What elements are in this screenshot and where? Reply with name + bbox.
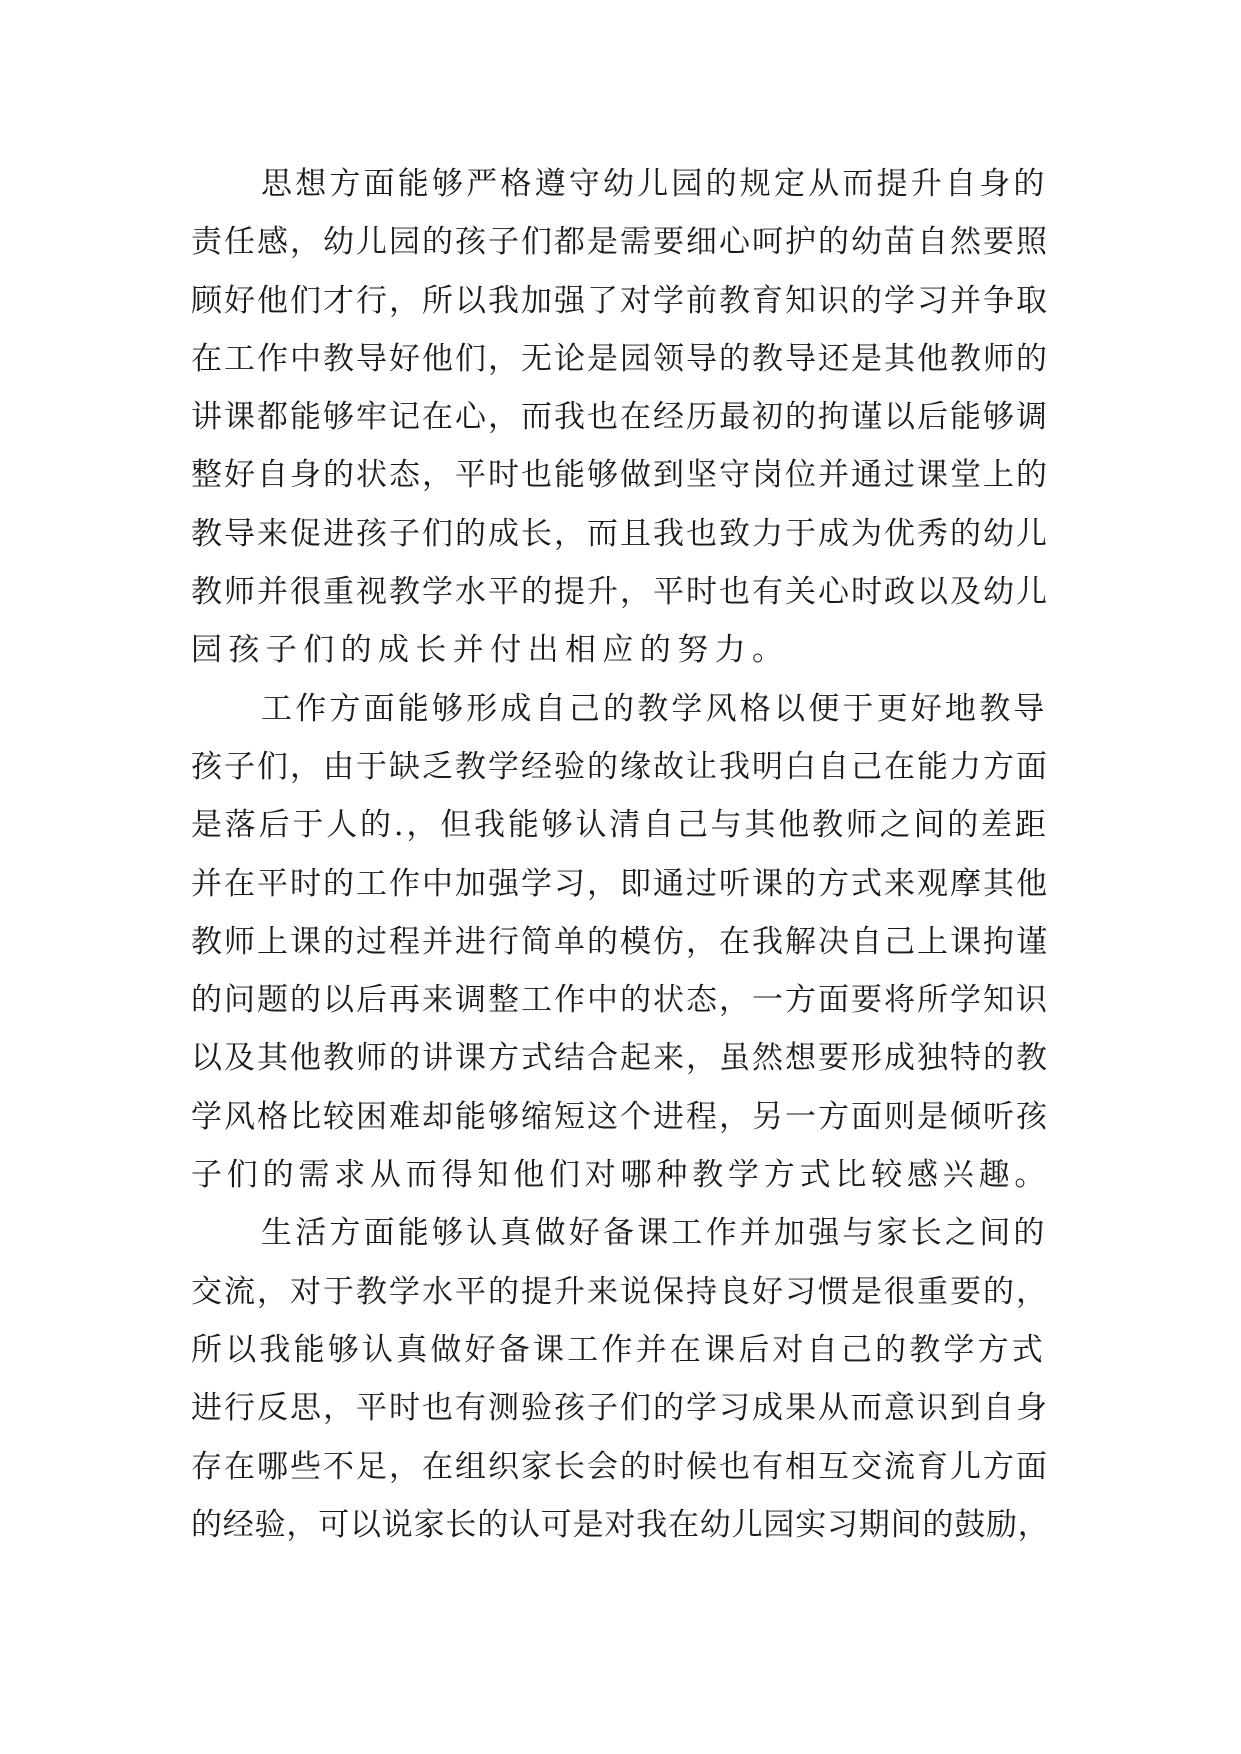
- text-line: 园孩子们的成长并付出相应的努力。: [191, 632, 790, 669]
- text-line: 教导来促进孩子们的成长，而且我也致力于成为优秀的幼儿: [191, 515, 1049, 552]
- text-line: 并在平时的工作中加强学习，即通过听课的方式来观摩其他: [191, 865, 1049, 902]
- text-line: 是落后于人的.，但我能够认清自己与其他教师之间的差距: [191, 807, 1049, 844]
- text-line: 讲课都能够牢记在心，而我也在经历最初的拘谨以后能够调: [191, 399, 1049, 436]
- text-line: 顾好他们才行，所以我加强了对学前教育知识的学习并争取: [191, 282, 1049, 319]
- text-line: 存在哪些不足，在组织家长会的时候也有相互交流育儿方面: [191, 1448, 1049, 1485]
- text-line: 教师并很重视教学水平的提升，平时也有关心时政以及幼儿: [191, 574, 1049, 611]
- text-line: 教师上课的过程并进行简单的模仿，在我解决自己上课拘谨: [191, 923, 1049, 960]
- text-line: 所以我能够认真做好备课工作并在课后对自己的教学方式: [191, 1331, 1046, 1368]
- text-line: 整好自身的状态，平时也能够做到坚守岗位并通过课堂上的: [191, 457, 1049, 494]
- text-line: 在工作中教导好他们，无论是园领导的教导还是其他教师的: [191, 340, 1049, 377]
- text-line: 进行反思，平时也有测验孩子们的学习成果从而意识到自身: [191, 1390, 1049, 1427]
- text-line: 子们的需求从而得知他们对哪种教学方式比较感兴趣。: [191, 1157, 1051, 1194]
- body-text: [191, 155, 1051, 1554]
- text-line: 责任感，幼儿园的孩子们都是需要细心呵护的幼苗自然要照: [191, 224, 1049, 261]
- text-line: 孩子们，由于缺乏教学经验的缘故让我明白自己在能力方面: [191, 748, 1049, 785]
- text-line: 交流，对于教学水平的提升来说保持良好习惯是很重要的，: [191, 1273, 1049, 1310]
- text-line: 的经验，可以说家长的认可是对我在幼儿园实习期间的鼓励，: [191, 1506, 1050, 1543]
- text-line: 思想方面能够严格遵守幼儿园的规定从而提升自身的: [261, 166, 1048, 202]
- text-line: 生活方面能够认真做好备课工作并加强与家长之间的: [261, 1215, 1048, 1252]
- text-line: 以及其他教师的讲课方式结合起来，虽然想要形成独特的教: [191, 1040, 1049, 1077]
- text-line: 工作方面能够形成自己的教学风格以便于更好地教导: [261, 690, 1048, 727]
- text-line: 的问题的以后再来调整工作中的状态，一方面要将所学知识: [191, 982, 1049, 1019]
- text-line: 学风格比较困难却能够缩短这个进程，另一方面则是倾听孩: [191, 1098, 1049, 1135]
